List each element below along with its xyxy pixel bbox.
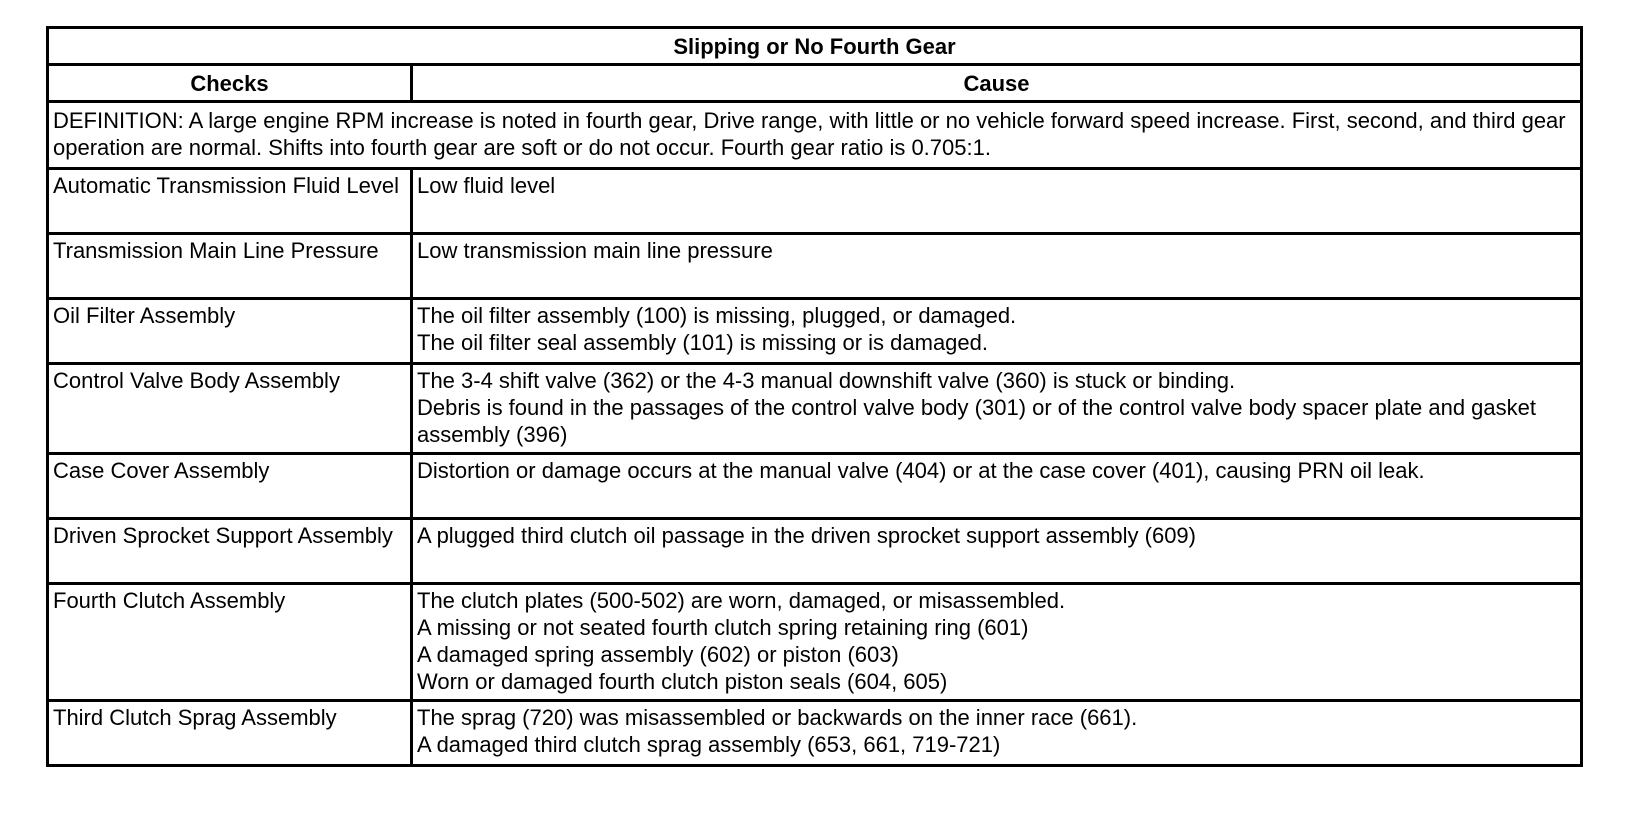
cause-cell [412, 299, 1582, 364]
definition-text: DEFINITION: A large engine RPM increase is noted in fourth gear, Drive range, with little or no vehicle forward speed increase. First, second, and third gear operation are normal. Shifts into fourth gear are soft or do not occur. Fourth gear ratio is 0.705:1. [48, 102, 1582, 169]
table-row [48, 519, 1582, 584]
table-row [48, 584, 1582, 701]
cause-cell [412, 519, 1582, 584]
table-title: Slipping or No Fourth Gear [48, 28, 1582, 65]
cause-line: The sprag (720) was misassembled or backwards on the inner race (661). [417, 705, 1138, 730]
table-row [48, 701, 1582, 766]
table-row [48, 299, 1582, 364]
header-row [48, 65, 1582, 102]
cause-header: Cause [412, 65, 1582, 102]
cause-cell [412, 584, 1582, 701]
cause-line: The oil filter assembly (100) is missing, plugged, or damaged. [417, 303, 1017, 328]
check-cell: Transmission Main Line Pressure [48, 234, 412, 299]
cause-line: Worn or damaged fourth clutch piston seals (604, 605) [417, 669, 948, 694]
cause-line: A damaged third clutch sprag assembly (653, 661, 719-721) [417, 732, 1001, 757]
cause-line: A plugged third clutch oil passage in the driven sprocket support assembly (609) [417, 523, 1196, 548]
cause-cell [412, 364, 1582, 454]
title-row [48, 28, 1582, 65]
cause-line: The 3-4 shift valve (362) or the 4-3 manual downshift valve (360) is stuck or binding. [417, 368, 1236, 393]
table-row [48, 169, 1582, 234]
table-row [48, 454, 1582, 519]
diagnostic-table [46, 26, 1583, 767]
check-cell: Third Clutch Sprag Assembly [48, 701, 412, 766]
checks-header: Checks [48, 65, 412, 102]
cause-line: Debris is found in the passages of the control valve body (301) or of the control valve body spacer plate and gasket assembly (396) [417, 395, 1536, 447]
check-cell: Oil Filter Assembly [48, 299, 412, 364]
check-cell: Driven Sprocket Support Assembly [48, 519, 412, 584]
cause-cell [412, 234, 1582, 299]
check-cell: Automatic Transmission Fluid Level [48, 169, 412, 234]
cause-line: A damaged spring assembly (602) or piston (603) [417, 642, 899, 667]
cause-cell [412, 454, 1582, 519]
cause-line: Low fluid level [417, 173, 556, 198]
cause-line: The clutch plates (500-502) are worn, damaged, or misassembled. [417, 588, 1066, 613]
cause-line: The oil filter seal assembly (101) is missing or is damaged. [417, 330, 989, 355]
cause-cell [412, 701, 1582, 766]
check-cell: Control Valve Body Assembly [48, 364, 412, 454]
table-body [48, 102, 1582, 766]
check-cell: Fourth Clutch Assembly [48, 584, 412, 701]
check-cell: Case Cover Assembly [48, 454, 412, 519]
cause-line: Distortion or damage occurs at the manual valve (404) or at the case cover (401), causing PRN oil leak. [417, 458, 1425, 483]
cause-line: A missing or not seated fourth clutch spring retaining ring (601) [417, 615, 1029, 640]
table-row [48, 364, 1582, 454]
definition-row [48, 102, 1582, 169]
table-row [48, 234, 1582, 299]
cause-cell [412, 169, 1582, 234]
cause-line: Low transmission main line pressure [417, 238, 773, 263]
